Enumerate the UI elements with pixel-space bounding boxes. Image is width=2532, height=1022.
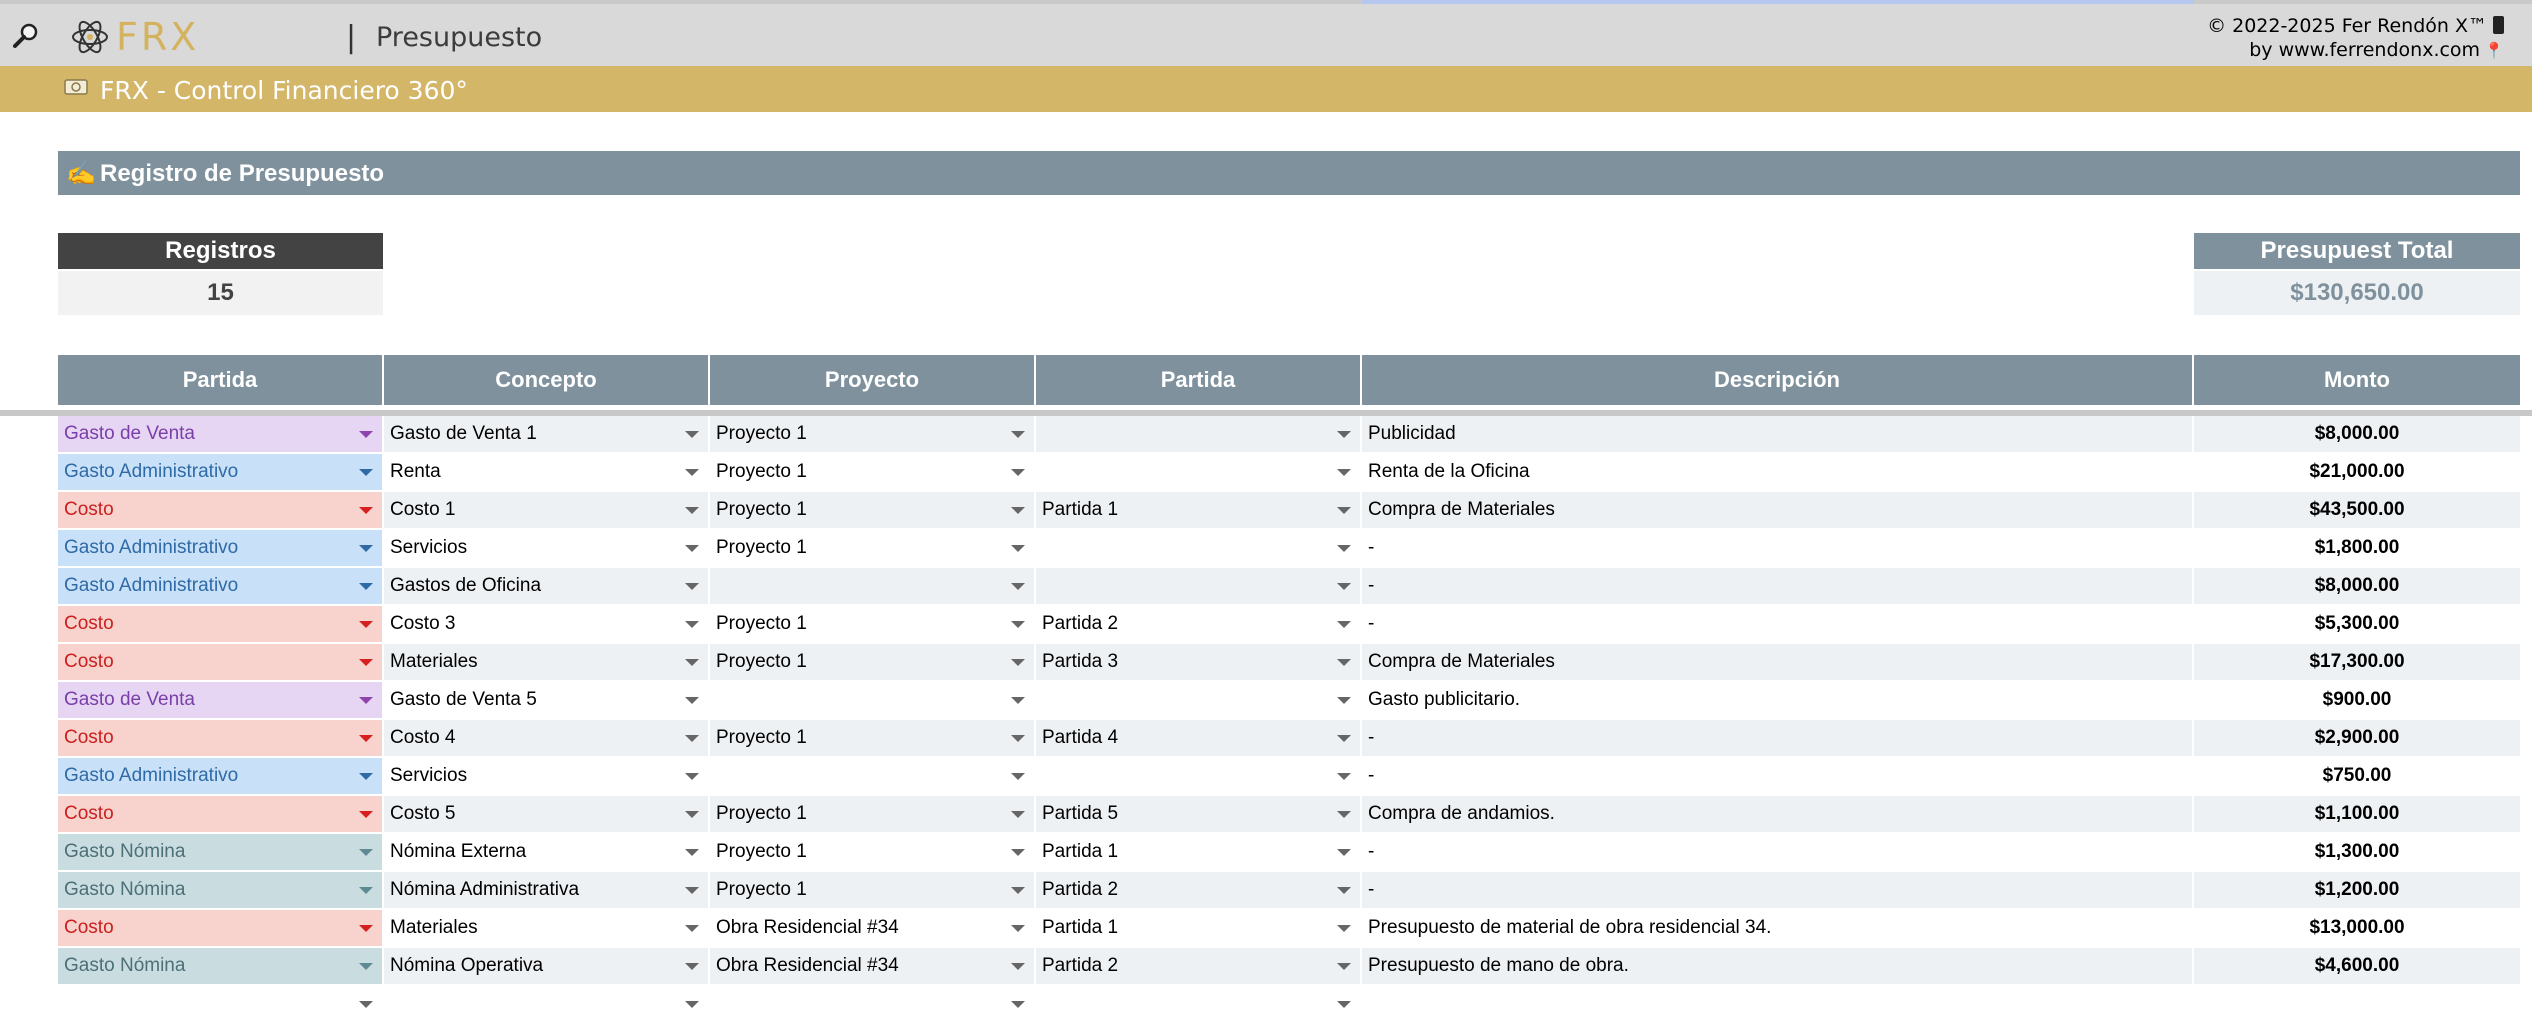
cell-text: Partida 2 [1042, 613, 1119, 634]
cell-text: Gasto publicitario. [1368, 689, 1521, 710]
page-title: Presupuesto [376, 22, 543, 53]
cell-concepto[interactable] [384, 492, 708, 528]
dropdown-arrow-icon[interactable] [685, 849, 699, 856]
dropdown-arrow-icon[interactable] [1011, 1001, 1025, 1008]
dropdown-arrow-icon[interactable] [1011, 963, 1025, 970]
dropdown-arrow-icon[interactable] [685, 887, 699, 894]
cell-text: - [1368, 727, 1375, 748]
cell-partida[interactable] [58, 682, 382, 718]
cell-partida[interactable] [58, 492, 382, 528]
cell-proyecto[interactable] [710, 530, 1034, 566]
cell-text: Costo 5 [390, 803, 456, 824]
cell-text: Compra de Materiales [1368, 499, 1555, 520]
dropdown-arrow-icon[interactable] [359, 545, 373, 552]
cell-text: Renta [390, 461, 441, 482]
cell-text: $43,500.00 [2309, 499, 2405, 520]
cell-partida[interactable] [58, 986, 382, 1022]
cell-text: $5,300.00 [2314, 613, 2400, 634]
cell-text: Costo 3 [390, 613, 456, 634]
cell-concepto[interactable] [384, 834, 708, 870]
dropdown-arrow-icon[interactable] [1011, 621, 1025, 628]
dropdown-arrow-icon[interactable] [685, 697, 699, 704]
table-row [58, 644, 2520, 680]
cell-descripcion[interactable] [1362, 416, 2192, 452]
dropdown-arrow-icon[interactable] [685, 925, 699, 932]
dropdown-arrow-icon[interactable] [1337, 659, 1351, 666]
dropdown-arrow-icon[interactable] [1337, 735, 1351, 742]
cell-monto[interactable] [2194, 606, 2520, 642]
cell-text: $8,000.00 [2314, 423, 2400, 444]
cell-text: $1,100.00 [2314, 803, 2400, 824]
cell-monto[interactable] [2194, 568, 2520, 604]
dropdown-arrow-icon[interactable] [359, 925, 373, 932]
cell-subpartida[interactable] [1036, 948, 1360, 984]
cell-text: - [1368, 537, 1375, 558]
cell-text: Compra de Materiales [1368, 651, 1555, 672]
table-row [58, 568, 2520, 604]
cell-partida[interactable] [58, 872, 382, 908]
dropdown-arrow-icon[interactable] [359, 735, 373, 742]
cell-monto[interactable] [2194, 834, 2520, 870]
cell-subpartida[interactable] [1036, 454, 1360, 490]
copyright-line1: © 2022-2025 Fer Rendón X™ [2207, 15, 2487, 37]
dropdown-arrow-icon[interactable] [1011, 507, 1025, 514]
cell-concepto[interactable] [384, 910, 708, 946]
dropdown-arrow-icon[interactable] [1337, 621, 1351, 628]
cell-concepto[interactable] [384, 986, 708, 1022]
cell-proyecto[interactable] [710, 720, 1034, 756]
table-row [58, 986, 2520, 1022]
pin-icon: 📍 [2484, 41, 2504, 60]
cell-text: Costo [64, 499, 114, 520]
dropdown-arrow-icon[interactable] [359, 773, 373, 780]
cell-proyecto[interactable] [710, 682, 1034, 718]
dropdown-arrow-icon[interactable] [1337, 849, 1351, 856]
app-title: FRX - Control Financiero 360° [100, 76, 468, 105]
registros-label: Registros [58, 233, 383, 269]
cell-monto[interactable] [2194, 796, 2520, 832]
cell-subpartida[interactable] [1036, 644, 1360, 680]
dropdown-arrow-icon[interactable] [685, 773, 699, 780]
cell-text: Partida 4 [1042, 727, 1119, 748]
cell-partida[interactable] [58, 568, 382, 604]
cell-text: Materiales [390, 651, 478, 672]
cell-text: Gasto Administrativo [64, 765, 239, 786]
dropdown-arrow-icon[interactable] [359, 1001, 373, 1008]
dropdown-arrow-icon[interactable] [1011, 849, 1025, 856]
section-title: Registro de Presupuesto [100, 160, 385, 187]
cell-proyecto[interactable] [710, 758, 1034, 794]
cell-text: Gasto Administrativo [64, 537, 239, 558]
cell-text: $1,800.00 [2314, 537, 2400, 558]
cell-subpartida[interactable] [1036, 834, 1360, 870]
frx-logo [70, 12, 199, 62]
dropdown-arrow-icon[interactable] [1337, 697, 1351, 704]
cell-partida[interactable] [58, 758, 382, 794]
cell-text: $4,600.00 [2314, 955, 2400, 976]
cell-concepto[interactable] [384, 796, 708, 832]
cell-proyecto[interactable] [710, 872, 1034, 908]
cell-text: Obra Residencial #34 [716, 955, 899, 976]
cell-text: Presupuesto de material de obra residencial 34. [1368, 917, 1772, 938]
cell-monto[interactable] [2194, 872, 2520, 908]
cell-subpartida[interactable] [1036, 530, 1360, 566]
dropdown-arrow-icon[interactable] [359, 849, 373, 856]
dropdown-arrow-icon[interactable] [685, 431, 699, 438]
dropdown-arrow-icon[interactable] [1337, 887, 1351, 894]
dropdown-arrow-icon[interactable] [685, 507, 699, 514]
dropdown-arrow-icon[interactable] [685, 583, 699, 590]
cell-text: Gasto Administrativo [64, 575, 239, 596]
cell-text: Publicidad [1368, 423, 1456, 444]
table-row [58, 834, 2520, 870]
dropdown-arrow-icon[interactable] [685, 1001, 699, 1008]
column-header-subpartida[interactable]: Partida [1036, 355, 1360, 405]
cell-text: Partida 1 [1042, 917, 1119, 938]
cell-text: Nómina Externa [390, 841, 527, 862]
cell-concepto[interactable] [384, 872, 708, 908]
cell-text: Gasto Nómina [64, 879, 186, 900]
cell-text: Gasto de Venta [64, 689, 195, 710]
cell-text: Proyecto 1 [716, 841, 807, 862]
cell-subpartida[interactable] [1036, 682, 1360, 718]
cell-text: $750.00 [2322, 765, 2392, 786]
app-title-bar [0, 66, 2532, 112]
cell-subpartida[interactable] [1036, 492, 1360, 528]
table-row [58, 682, 2520, 718]
cell-proyecto[interactable] [710, 568, 1034, 604]
cell-monto[interactable] [2194, 986, 2520, 1022]
cell-text: Proyecto 1 [716, 803, 807, 824]
dropdown-arrow-icon[interactable] [685, 659, 699, 666]
cell-text: Gasto de Venta 5 [390, 689, 537, 710]
dropdown-arrow-icon[interactable] [1011, 773, 1025, 780]
cell-proyecto[interactable] [710, 948, 1034, 984]
cell-concepto[interactable] [384, 454, 708, 490]
column-header-proyecto[interactable]: Proyecto [710, 355, 1034, 405]
cell-text: Gastos de Oficina [390, 575, 542, 596]
dropdown-arrow-icon[interactable] [359, 621, 373, 628]
cell-monto[interactable] [2194, 682, 2520, 718]
cell-partida[interactable] [58, 948, 382, 984]
cell-partida[interactable] [58, 796, 382, 832]
dropdown-arrow-icon[interactable] [1011, 431, 1025, 438]
cell-partida[interactable] [58, 416, 382, 452]
cell-proyecto[interactable] [710, 910, 1034, 946]
cell-partida[interactable] [58, 644, 382, 680]
cell-text: Gasto de Venta [64, 423, 195, 444]
cell-text: Renta de la Oficina [1368, 461, 1530, 482]
cell-text: Obra Residencial #34 [716, 917, 899, 938]
cell-text: Proyecto 1 [716, 499, 807, 520]
cell-text: Proyecto 1 [716, 727, 807, 748]
cell-concepto[interactable] [384, 568, 708, 604]
dropdown-arrow-icon[interactable] [685, 545, 699, 552]
cell-partida[interactable] [58, 910, 382, 946]
cell-text: Proyecto 1 [716, 423, 807, 444]
cell-descripcion[interactable] [1362, 568, 2192, 604]
cell-proyecto[interactable] [710, 986, 1034, 1022]
cell-monto[interactable] [2194, 758, 2520, 794]
dropdown-arrow-icon[interactable] [359, 469, 373, 476]
cell-concepto[interactable] [384, 644, 708, 680]
cell-concepto[interactable] [384, 606, 708, 642]
cell-text: Nómina Administrativa [390, 879, 580, 900]
table-row [58, 530, 2520, 566]
cell-text: Partida 5 [1042, 803, 1119, 824]
dropdown-arrow-icon[interactable] [1337, 583, 1351, 590]
cell-proyecto[interactable] [710, 492, 1034, 528]
cell-text: $17,300.00 [2309, 651, 2405, 672]
cell-descripcion[interactable] [1362, 454, 2192, 490]
cell-monto[interactable] [2194, 492, 2520, 528]
cell-descripcion[interactable] [1362, 758, 2192, 794]
cell-text: $8,000.00 [2314, 575, 2400, 596]
cell-concepto[interactable] [384, 530, 708, 566]
dropdown-arrow-icon[interactable] [1011, 735, 1025, 742]
cell-text: $21,000.00 [2309, 461, 2405, 482]
cell-partida[interactable] [58, 834, 382, 870]
cell-subpartida[interactable] [1036, 910, 1360, 946]
dropdown-arrow-icon[interactable] [1337, 507, 1351, 514]
cell-subpartida[interactable] [1036, 568, 1360, 604]
cell-partida[interactable] [58, 606, 382, 642]
dropdown-arrow-icon[interactable] [685, 735, 699, 742]
cell-text: $1,200.00 [2314, 879, 2400, 900]
dropdown-arrow-icon[interactable] [685, 811, 699, 818]
table-row [58, 872, 2520, 908]
cell-proyecto[interactable] [710, 834, 1034, 870]
dropdown-arrow-icon[interactable] [1011, 659, 1025, 666]
dropdown-arrow-icon[interactable] [1011, 545, 1025, 552]
dropdown-arrow-icon[interactable] [685, 621, 699, 628]
dropdown-arrow-icon[interactable] [1011, 887, 1025, 894]
cell-text: Costo [64, 917, 114, 938]
atom-logo-icon [70, 12, 110, 62]
dropdown-arrow-icon[interactable] [1011, 583, 1025, 590]
cell-descripcion[interactable] [1362, 796, 2192, 832]
copyright [2207, 14, 2504, 63]
cell-text: - [1368, 575, 1375, 596]
cell-proyecto[interactable] [710, 606, 1034, 642]
cell-monto[interactable] [2194, 910, 2520, 946]
dropdown-arrow-icon[interactable] [359, 963, 373, 970]
table-row [58, 492, 2520, 528]
cell-descripcion[interactable] [1362, 492, 2192, 528]
cell-proyecto[interactable] [710, 796, 1034, 832]
cell-text: Costo [64, 613, 114, 634]
cell-subpartida[interactable] [1036, 986, 1360, 1022]
cell-partida[interactable] [58, 530, 382, 566]
dropdown-arrow-icon[interactable] [359, 887, 373, 894]
dropdown-arrow-icon[interactable] [1011, 469, 1025, 476]
cell-text: - [1368, 841, 1375, 862]
cell-descripcion[interactable] [1362, 948, 2192, 984]
cell-concepto[interactable] [384, 682, 708, 718]
cell-proyecto[interactable] [710, 454, 1034, 490]
cell-text: Servicios [390, 765, 468, 786]
cell-text: Presupuesto de mano de obra. [1368, 955, 1629, 976]
dropdown-arrow-icon[interactable] [1011, 811, 1025, 818]
cell-text: Proyecto 1 [716, 651, 807, 672]
cell-text: $13,000.00 [2309, 917, 2405, 938]
dropdown-arrow-icon[interactable] [359, 811, 373, 818]
table-row [58, 796, 2520, 832]
cell-partida[interactable] [58, 454, 382, 490]
cell-text: - [1368, 879, 1375, 900]
dropdown-arrow-icon[interactable] [685, 963, 699, 970]
cell-text: Costo 1 [390, 499, 456, 520]
dropdown-arrow-icon[interactable] [685, 469, 699, 476]
cell-descripcion[interactable] [1362, 834, 2192, 870]
cell-concepto[interactable] [384, 758, 708, 794]
cell-subpartida[interactable] [1036, 872, 1360, 908]
dropdown-arrow-icon[interactable] [1337, 811, 1351, 818]
cell-monto[interactable] [2194, 948, 2520, 984]
dropdown-arrow-icon[interactable] [359, 507, 373, 514]
cell-text: Gasto de Venta 1 [390, 423, 537, 444]
cell-descripcion[interactable] [1362, 530, 2192, 566]
cell-text: Proyecto 1 [716, 537, 807, 558]
table-row [58, 948, 2520, 984]
table-row [58, 758, 2520, 794]
cell-monto[interactable] [2194, 416, 2520, 452]
dropdown-arrow-icon[interactable] [1337, 469, 1351, 476]
cell-concepto[interactable] [384, 948, 708, 984]
dropdown-arrow-icon[interactable] [359, 583, 373, 590]
money-icon [64, 78, 88, 96]
cell-monto[interactable] [2194, 644, 2520, 680]
cell-subpartida[interactable] [1036, 606, 1360, 642]
cell-descripcion[interactable] [1362, 644, 2192, 680]
dropdown-arrow-icon[interactable] [1337, 1001, 1351, 1008]
registros-value: 15 [58, 271, 383, 315]
search-icon[interactable] [10, 20, 42, 52]
cell-text: Partida 1 [1042, 841, 1119, 862]
cell-text: Gasto Administrativo [64, 461, 239, 482]
total-label: Presupuest Total [2194, 233, 2520, 269]
cell-text: Partida 2 [1042, 879, 1119, 900]
phone-icon [2493, 16, 2504, 34]
cell-text: Materiales [390, 917, 478, 938]
cell-descripcion[interactable] [1362, 720, 2192, 756]
cell-text: Compra de andamios. [1368, 803, 1555, 824]
logo-text: FRX [116, 15, 200, 59]
cell-monto[interactable] [2194, 720, 2520, 756]
dropdown-arrow-icon[interactable] [1337, 925, 1351, 932]
cell-text: Costo [64, 651, 114, 672]
top-bar [0, 0, 2532, 66]
cell-subpartida[interactable] [1036, 758, 1360, 794]
cell-text: Servicios [390, 537, 468, 558]
cell-concepto[interactable] [384, 416, 708, 452]
table-row [58, 416, 2520, 452]
cell-text: Partida 3 [1042, 651, 1119, 672]
cell-text: Nómina Operativa [390, 955, 544, 976]
dropdown-arrow-icon[interactable] [359, 697, 373, 704]
cell-proyecto[interactable] [710, 644, 1034, 680]
writing-hand-icon: ✍ [66, 160, 96, 187]
cell-text: $2,900.00 [2314, 727, 2400, 748]
cell-concepto[interactable] [384, 720, 708, 756]
cell-text: - [1368, 613, 1375, 634]
cell-subpartida[interactable] [1036, 796, 1360, 832]
table-row [58, 910, 2520, 946]
dropdown-arrow-icon[interactable] [359, 659, 373, 666]
cell-text: Partida 1 [1042, 499, 1119, 520]
dropdown-arrow-icon[interactable] [1337, 431, 1351, 438]
table-row [58, 454, 2520, 490]
cell-text: Gasto Nómina [64, 841, 186, 862]
cell-descripcion[interactable] [1362, 872, 2192, 908]
cell-text: Proyecto 1 [716, 879, 807, 900]
column-header-monto[interactable]: Monto [2194, 355, 2520, 405]
cell-text: $900.00 [2322, 689, 2392, 710]
cell-text: Gasto Nómina [64, 955, 186, 976]
cell-descripcion[interactable] [1362, 606, 2192, 642]
cell-monto[interactable] [2194, 530, 2520, 566]
copyright-line2[interactable]: by www.ferrendonx.com [2249, 39, 2481, 61]
column-header-concepto[interactable]: Concepto [384, 355, 708, 405]
cell-descripcion[interactable] [1362, 986, 2192, 1022]
section-header [58, 151, 2520, 195]
title-separator: | [346, 20, 357, 55]
total-value: $130,650.00 [2194, 271, 2520, 315]
dropdown-arrow-icon[interactable] [1011, 697, 1025, 704]
cell-descripcion[interactable] [1362, 910, 2192, 946]
cell-text: - [1368, 765, 1375, 786]
column-header-partida[interactable]: Partida [58, 355, 382, 405]
cell-text: Proyecto 1 [716, 461, 807, 482]
dropdown-arrow-icon[interactable] [359, 431, 373, 438]
dropdown-arrow-icon[interactable] [1337, 773, 1351, 780]
table-row [58, 606, 2520, 642]
cell-descripcion[interactable] [1362, 682, 2192, 718]
cell-monto[interactable] [2194, 454, 2520, 490]
cell-text: Partida 2 [1042, 955, 1119, 976]
cell-text: Proyecto 1 [716, 613, 807, 634]
cell-subpartida[interactable] [1036, 720, 1360, 756]
cell-text: $1,300.00 [2314, 841, 2400, 862]
table-row [58, 720, 2520, 756]
cell-proyecto[interactable] [710, 416, 1034, 452]
cell-text: Costo [64, 727, 114, 748]
cell-text: Costo [64, 803, 114, 824]
dropdown-arrow-icon[interactable] [1337, 545, 1351, 552]
cell-text: Costo 4 [390, 727, 456, 748]
selected-cell-highlight [1362, 0, 2194, 4]
dropdown-arrow-icon[interactable] [1337, 963, 1351, 970]
column-header-descripcion[interactable]: Descripción [1362, 355, 2192, 405]
cell-partida[interactable] [58, 720, 382, 756]
dropdown-arrow-icon[interactable] [1011, 925, 1025, 932]
cell-subpartida[interactable] [1036, 416, 1360, 452]
